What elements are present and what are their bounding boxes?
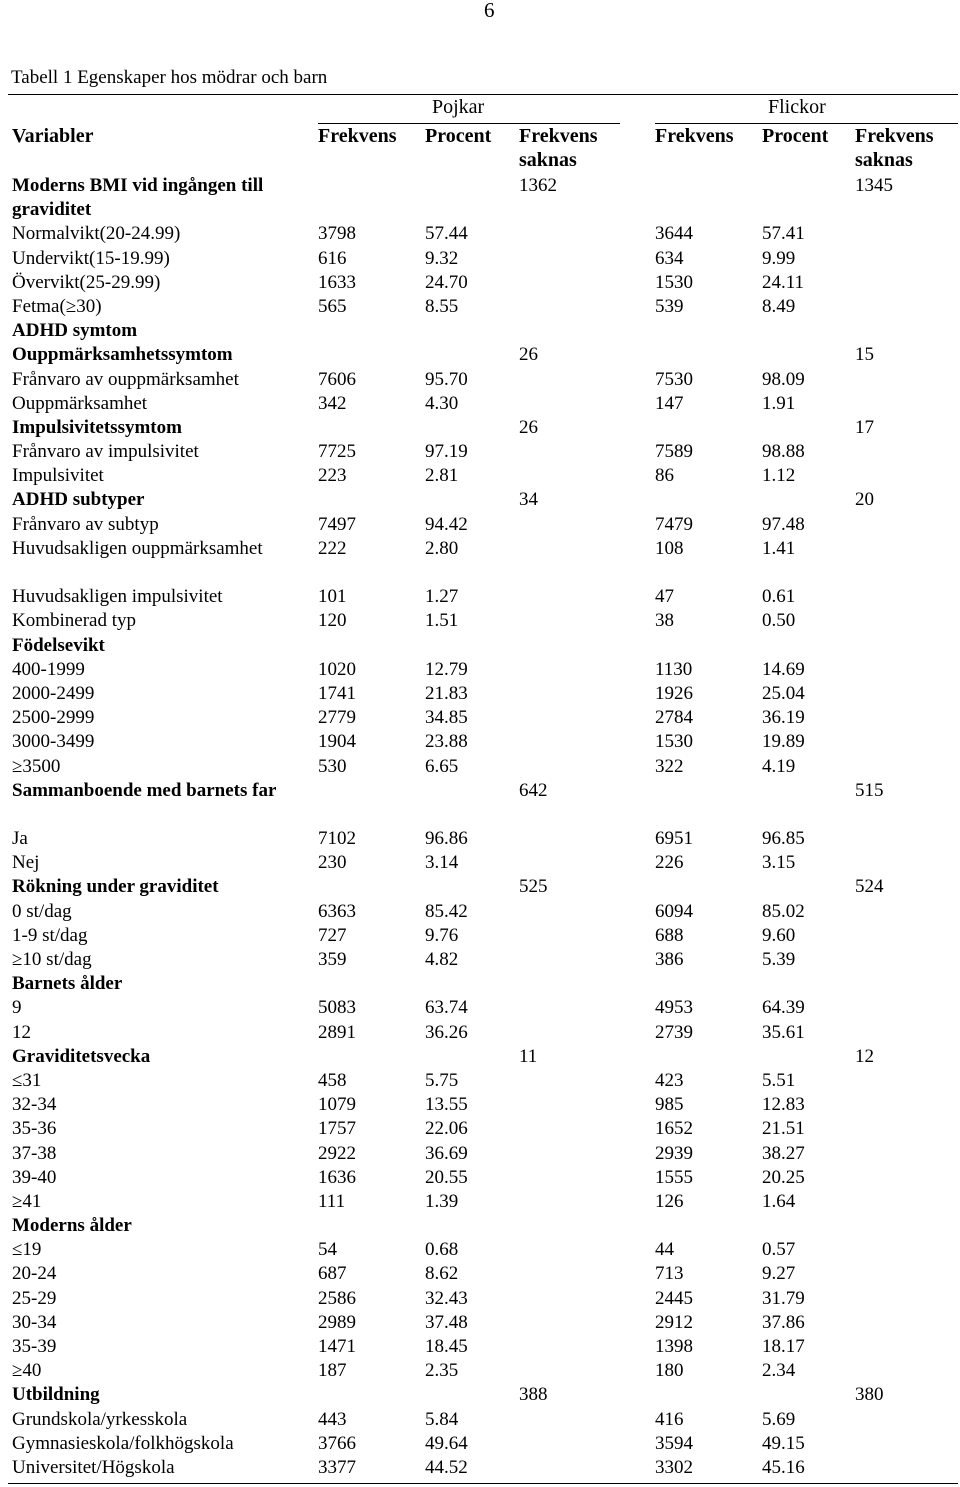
- table-row: [12, 924, 958, 948]
- boys-frequency-cell: 727: [318, 924, 347, 946]
- boys-percent-cell: 4.30: [425, 392, 459, 414]
- girls-missing-cell: 20: [855, 489, 874, 511]
- row-label: ADHD symtom: [12, 320, 138, 342]
- row-label: Övervikt(25-29.99): [12, 271, 161, 293]
- girls-percent-cell: 8.49: [762, 295, 796, 317]
- boys-frequency-cell: 222: [318, 537, 347, 559]
- table-row: [12, 295, 958, 319]
- boys-percent-cell: 36.69: [425, 1142, 468, 1164]
- boys-percent-cell: 2.35: [425, 1360, 459, 1382]
- girls-missing-cell: 1345: [855, 175, 893, 196]
- column-header-girls-frequency: Frekvens: [655, 125, 734, 147]
- girls-percent-cell: 9.27: [762, 1263, 796, 1285]
- boys-missing-cell: 26: [519, 416, 538, 438]
- girls-percent-cell: 9.60: [762, 924, 796, 946]
- row-label: 35-39: [12, 1336, 57, 1358]
- girls-percent-cell: 96.85: [762, 828, 805, 850]
- row-label: Graviditetsvecka: [12, 1045, 151, 1067]
- table-row: [12, 827, 958, 851]
- boys-percent-cell: 24.70: [425, 271, 468, 293]
- table-row: [12, 730, 958, 754]
- girls-missing-cell: 524: [855, 876, 884, 898]
- row-label: 30-34: [12, 1311, 57, 1333]
- girls-missing-cell: 12: [855, 1045, 874, 1067]
- girls-frequency-cell: 2784: [655, 707, 693, 729]
- girls-frequency-cell: 386: [655, 949, 684, 971]
- boys-frequency-cell: 187: [318, 1360, 347, 1382]
- boys-frequency-cell: 1471: [318, 1336, 356, 1358]
- boys-percent-cell: 94.42: [425, 513, 468, 535]
- row-label: ≥41: [12, 1190, 42, 1212]
- boys-percent-cell: 9.76: [425, 924, 459, 946]
- column-header-boys-missing: Frekvens saknas: [519, 125, 598, 171]
- row-label: Moderns BMI vid ingången till graviditet: [12, 175, 264, 221]
- table-row: [12, 1117, 958, 1141]
- row-label: Huvudsakligen ouppmärksamhet: [12, 537, 263, 559]
- boys-frequency-cell: 1757: [318, 1118, 356, 1140]
- table-row: [12, 948, 958, 972]
- boys-percent-cell: 85.42: [425, 900, 468, 922]
- girls-frequency-cell: 6951: [655, 828, 693, 850]
- table-row: [12, 609, 958, 633]
- girls-percent-cell: 14.69: [762, 658, 805, 680]
- boys-frequency-cell: 54: [318, 1239, 337, 1261]
- boys-percent-cell: 2.80: [425, 537, 459, 559]
- boys-frequency-cell: 458: [318, 1069, 347, 1091]
- row-label: Nej: [12, 852, 40, 874]
- girls-missing-cell: 515: [855, 779, 884, 801]
- girls-frequency-cell: 539: [655, 295, 684, 317]
- boys-frequency-cell: 230: [318, 852, 347, 874]
- boys-frequency-cell: 2891: [318, 1021, 356, 1043]
- girls-frequency-cell: 3644: [655, 223, 693, 245]
- boys-frequency-cell: 1020: [318, 658, 356, 680]
- girls-frequency-cell: 2445: [655, 1287, 693, 1309]
- row-label: Undervikt(15-19.99): [12, 247, 170, 269]
- girls-missing-cell: 17: [855, 416, 874, 438]
- girls-percent-cell: 0.61: [762, 586, 796, 608]
- boys-percent-cell: 21.83: [425, 682, 468, 704]
- boys-percent-cell: 13.55: [425, 1094, 468, 1116]
- girls-percent-cell: 19.89: [762, 731, 805, 753]
- row-label: Ouppmärksamhet: [12, 392, 148, 414]
- girls-frequency-cell: 713: [655, 1263, 684, 1285]
- girls-percent-cell: 1.91: [762, 392, 796, 414]
- girls-frequency-cell: 1926: [655, 682, 693, 704]
- table-row: [12, 1359, 958, 1383]
- boys-frequency-cell: 2779: [318, 707, 356, 729]
- girls-percent-cell: 9.99: [762, 247, 796, 269]
- girls-frequency-cell: 1530: [655, 271, 693, 293]
- girls-percent-cell: 21.51: [762, 1118, 805, 1140]
- boys-frequency-cell: 7606: [318, 368, 356, 390]
- table-row: [12, 271, 958, 295]
- boys-frequency-cell: 687: [318, 1263, 347, 1285]
- girls-missing-cell: 380: [855, 1384, 884, 1406]
- row-label: ≤31: [12, 1069, 42, 1091]
- boys-percent-cell: 22.06: [425, 1118, 468, 1140]
- boys-percent-cell: 18.45: [425, 1336, 468, 1358]
- table-row: [12, 319, 958, 343]
- boys-frequency-cell: 616: [318, 247, 347, 269]
- table-body: [12, 174, 958, 1480]
- girls-frequency-cell: 2939: [655, 1142, 693, 1164]
- table-row: [12, 1093, 958, 1117]
- girls-percent-cell: 97.48: [762, 513, 805, 535]
- girls-percent-cell: 49.15: [762, 1432, 805, 1454]
- row-label: Födelsevikt: [12, 634, 105, 656]
- table-row: [12, 875, 958, 899]
- table-row: [12, 1166, 958, 1190]
- table-caption: Tabell 1 Egenskaper hos mödrar och barn: [11, 67, 328, 88]
- boys-percent-cell: 8.62: [425, 1263, 459, 1285]
- row-label: 35-36: [12, 1118, 57, 1140]
- girls-frequency-cell: 2739: [655, 1021, 693, 1043]
- table-row: [12, 247, 958, 271]
- boys-percent-cell: 63.74: [425, 997, 468, 1019]
- girls-frequency-cell: 634: [655, 247, 684, 269]
- boys-percent-cell: 1.51: [425, 610, 459, 632]
- row-label: ≥40: [12, 1360, 42, 1382]
- boys-percent-cell: 20.55: [425, 1166, 468, 1188]
- table-row: [12, 1021, 958, 1045]
- table-row: [12, 1311, 958, 1335]
- girls-percent-cell: 1.41: [762, 537, 796, 559]
- row-label: 2500-2999: [12, 707, 95, 729]
- girls-percent-cell: 35.61: [762, 1021, 805, 1043]
- boys-percent-cell: 5.84: [425, 1408, 459, 1430]
- boys-percent-cell: 32.43: [425, 1287, 468, 1309]
- girls-frequency-cell: 1130: [655, 658, 693, 680]
- boys-percent-cell: 57.44: [425, 223, 468, 245]
- girls-frequency-cell: 985: [655, 1094, 684, 1116]
- row-label: 12: [12, 1021, 31, 1043]
- table-row: [12, 1383, 958, 1407]
- boys-frequency-cell: 2989: [318, 1311, 356, 1333]
- row-label: ≥3500: [12, 755, 61, 777]
- boys-frequency-cell: 3798: [318, 223, 356, 245]
- girls-percent-cell: 57.41: [762, 223, 805, 245]
- column-header-girls-percent: Procent: [762, 125, 829, 147]
- table-row: [12, 392, 958, 416]
- row-label: Rökning under graviditet: [12, 876, 219, 898]
- table-row: [12, 851, 958, 875]
- row-label: Impulsivitetssymtom: [12, 416, 182, 438]
- boys-frequency-cell: 7725: [318, 441, 356, 463]
- boys-frequency-cell: 1636: [318, 1166, 356, 1188]
- row-label: 39-40: [12, 1166, 57, 1188]
- column-header-boys-percent: Procent: [425, 125, 492, 147]
- table-row: [12, 416, 958, 440]
- boys-frequency-cell: 111: [318, 1190, 346, 1212]
- boys-frequency-cell: 7497: [318, 513, 356, 535]
- boys-frequency-cell: 101: [318, 586, 347, 608]
- row-label: 400-1999: [12, 658, 85, 680]
- girls-percent-cell: 38.27: [762, 1142, 805, 1164]
- table-row: [12, 1069, 958, 1093]
- girls-percent-cell: 31.79: [762, 1287, 805, 1309]
- row-label: Universitet/Högskola: [12, 1456, 175, 1478]
- table-row: [12, 1142, 958, 1166]
- boys-frequency-cell: 359: [318, 949, 347, 971]
- boys-missing-cell: 642: [519, 779, 548, 801]
- girls-frequency-cell: 47: [655, 586, 674, 608]
- table-row: [12, 1432, 958, 1456]
- boys-frequency-cell: 530: [318, 755, 347, 777]
- girls-percent-cell: 5.69: [762, 1408, 796, 1430]
- row-label: Barnets ålder: [12, 973, 123, 995]
- column-header-boys-frequency: Frekvens: [318, 125, 397, 147]
- boys-frequency-cell: 223: [318, 465, 347, 487]
- table-row: [12, 222, 958, 246]
- girls-percent-cell: 5.51: [762, 1069, 796, 1091]
- boys-percent-cell: 36.26: [425, 1021, 468, 1043]
- girls-percent-cell: 18.17: [762, 1336, 805, 1358]
- girls-frequency-cell: 44: [655, 1239, 674, 1261]
- boys-frequency-cell: 3377: [318, 1456, 356, 1478]
- girls-frequency-cell: 1398: [655, 1336, 693, 1358]
- girls-frequency-cell: 147: [655, 392, 684, 414]
- boys-percent-cell: 12.79: [425, 658, 468, 680]
- row-label: Frånvaro av subtyp: [12, 513, 159, 535]
- boys-missing-cell: 26: [519, 344, 538, 366]
- boys-percent-cell: 5.75: [425, 1069, 459, 1091]
- girls-percent-cell: 37.86: [762, 1311, 805, 1333]
- table-row: [12, 1238, 958, 1262]
- girls-percent-cell: 1.12: [762, 465, 796, 487]
- row-label: 32-34: [12, 1094, 57, 1116]
- girls-percent-cell: 98.88: [762, 441, 805, 463]
- boys-percent-cell: 44.52: [425, 1456, 468, 1478]
- row-label: Normalvikt(20-24.99): [12, 223, 181, 245]
- boys-percent-cell: 97.19: [425, 441, 468, 463]
- row-label: 20-24: [12, 1263, 57, 1285]
- column-header-variable: Variabler: [12, 125, 94, 147]
- row-label: Fetma(≥30): [12, 295, 102, 317]
- group-header-girls: Flickor: [768, 96, 826, 118]
- girls-frequency-cell: 108: [655, 537, 684, 559]
- girls-frequency-cell: 3594: [655, 1432, 693, 1454]
- row-label: Sammanboende med barnets far: [12, 779, 277, 801]
- table-bottom-rule: [8, 1483, 958, 1484]
- row-label: Gymnasieskola/folkhögskola: [12, 1432, 234, 1454]
- row-label: 3000-3499: [12, 731, 95, 753]
- girls-percent-cell: 1.64: [762, 1190, 796, 1212]
- girls-percent-cell: 45.16: [762, 1456, 805, 1478]
- girls-frequency-cell: 1555: [655, 1166, 693, 1188]
- boys-percent-cell: 34.85: [425, 707, 468, 729]
- row-label: 2000-2499: [12, 682, 95, 704]
- table-row: [12, 682, 958, 706]
- boys-percent-cell: 37.48: [425, 1311, 468, 1333]
- girls-frequency-cell: 423: [655, 1069, 684, 1091]
- girls-frequency-cell: 416: [655, 1408, 684, 1430]
- table-row: [12, 706, 958, 730]
- boys-percent-cell: 95.70: [425, 368, 468, 390]
- boys-frequency-cell: 342: [318, 392, 347, 414]
- girls-percent-cell: 5.39: [762, 949, 796, 971]
- girls-frequency-cell: 226: [655, 852, 684, 874]
- row-label: ≥10 st/dag: [12, 949, 92, 971]
- girls-frequency-cell: 322: [655, 755, 684, 777]
- row-label: Utbildning: [12, 1384, 100, 1406]
- table-row: [12, 755, 958, 779]
- girls-frequency-cell: 86: [655, 465, 674, 487]
- boys-frequency-cell: 2922: [318, 1142, 356, 1164]
- boys-frequency-cell: 1633: [318, 271, 356, 293]
- page-number: 6: [484, 0, 495, 22]
- boys-percent-cell: 3.14: [425, 852, 459, 874]
- girls-percent-cell: 0.57: [762, 1239, 796, 1261]
- table-row: [12, 1456, 958, 1480]
- table-row: [12, 658, 958, 682]
- boys-frequency-cell: 565: [318, 295, 347, 317]
- table-row: [12, 996, 958, 1020]
- boys-missing-cell: 1362: [519, 175, 557, 196]
- girls-frequency-cell: 6094: [655, 900, 693, 922]
- table-row: [12, 1045, 958, 1069]
- group-header-boys: Pojkar: [432, 96, 485, 118]
- table-row: [12, 1335, 958, 1359]
- row-label: Ja: [12, 828, 28, 850]
- girls-percent-cell: 0.50: [762, 610, 796, 632]
- row-label: 9: [12, 997, 22, 1019]
- table-row: [12, 1408, 958, 1432]
- table-row: [12, 585, 958, 609]
- row-label: Huvudsakligen impulsivitet: [12, 586, 223, 608]
- boys-frequency-cell: 2586: [318, 1287, 356, 1309]
- girls-percent-cell: 3.15: [762, 852, 796, 874]
- girls-frequency-cell: 688: [655, 924, 684, 946]
- table-top-rule: [8, 94, 958, 95]
- girls-percent-cell: 4.19: [762, 755, 796, 777]
- girls-frequency-cell: 7479: [655, 513, 693, 535]
- row-label: 25-29: [12, 1287, 57, 1309]
- row-label: 1-9 st/dag: [12, 924, 88, 946]
- table-row: [12, 537, 958, 585]
- column-header-girls-missing: Frekvens saknas: [855, 125, 934, 171]
- boys-percent-cell: 49.64: [425, 1432, 468, 1454]
- boys-frequency-cell: 1904: [318, 731, 356, 753]
- girls-frequency-cell: 1530: [655, 731, 693, 753]
- girls-frequency-cell: 1652: [655, 1118, 693, 1140]
- row-label: Frånvaro av ouppmärksamhet: [12, 368, 239, 390]
- boys-frequency-cell: 1079: [318, 1094, 356, 1116]
- table-row: [12, 174, 958, 222]
- boys-missing-cell: 34: [519, 489, 538, 511]
- table-row: [12, 343, 958, 367]
- girls-missing-cell: 15: [855, 344, 874, 366]
- boys-percent-cell: 8.55: [425, 295, 459, 317]
- boys-missing-cell: 525: [519, 876, 548, 898]
- girls-percent-cell: 25.04: [762, 682, 805, 704]
- girls-percent-cell: 12.83: [762, 1094, 805, 1116]
- row-label: 0 st/dag: [12, 900, 72, 922]
- girls-percent-cell: 36.19: [762, 707, 805, 729]
- boys-frequency-cell: 3766: [318, 1432, 356, 1454]
- boys-percent-cell: 23.88: [425, 731, 468, 753]
- girls-percent-cell: 24.11: [762, 271, 805, 293]
- girls-percent-cell: 98.09: [762, 368, 805, 390]
- row-label: ≤19: [12, 1239, 42, 1261]
- table-row: [12, 1287, 958, 1311]
- girls-percent-cell: 2.34: [762, 1360, 796, 1382]
- boys-percent-cell: 96.86: [425, 828, 468, 850]
- row-label: Ouppmärksamhetssymtom: [12, 344, 233, 366]
- boys-frequency-cell: 443: [318, 1408, 347, 1430]
- row-label: Kombinerad typ: [12, 610, 137, 632]
- boys-frequency-cell: 7102: [318, 828, 356, 850]
- boys-missing-cell: 388: [519, 1384, 548, 1406]
- row-label: Grundskola/yrkesskola: [12, 1408, 188, 1430]
- boys-percent-cell: 6.65: [425, 755, 459, 777]
- boys-percent-cell: 1.39: [425, 1190, 459, 1212]
- row-label: 37-38: [12, 1142, 57, 1164]
- table-row: [12, 1214, 958, 1238]
- table-row: [12, 972, 958, 996]
- table-row: [12, 900, 958, 924]
- girls-percent-cell: 85.02: [762, 900, 805, 922]
- girls-frequency-cell: 2912: [655, 1311, 693, 1333]
- row-label: Impulsivitet: [12, 465, 104, 487]
- table-row: [12, 779, 958, 827]
- boys-percent-cell: 4.82: [425, 949, 459, 971]
- boys-frequency-cell: 5083: [318, 997, 356, 1019]
- row-label: Frånvaro av impulsivitet: [12, 441, 199, 463]
- boys-percent-cell: 1.27: [425, 586, 459, 608]
- girls-frequency-cell: 180: [655, 1360, 684, 1382]
- girls-frequency-cell: 3302: [655, 1456, 693, 1478]
- girls-frequency-cell: 126: [655, 1190, 684, 1212]
- girls-percent-cell: 64.39: [762, 997, 805, 1019]
- table-row: [12, 464, 958, 488]
- boys-percent-cell: 0.68: [425, 1239, 459, 1261]
- boys-percent-cell: 9.32: [425, 247, 459, 269]
- boys-frequency-cell: 6363: [318, 900, 356, 922]
- table-row: [12, 1262, 958, 1286]
- girls-frequency-cell: 4953: [655, 997, 693, 1019]
- row-label: Moderns ålder: [12, 1215, 132, 1237]
- girls-frequency-cell: 7530: [655, 368, 693, 390]
- table-row: [12, 1190, 958, 1214]
- girls-frequency-cell: 38: [655, 610, 674, 632]
- table-row: [12, 634, 958, 658]
- girls-frequency-cell: 7589: [655, 441, 693, 463]
- boys-frequency-cell: 1741: [318, 682, 356, 704]
- boys-percent-cell: 2.81: [425, 465, 459, 487]
- row-label: ADHD subtyper: [12, 489, 145, 511]
- boys-frequency-cell: 120: [318, 610, 347, 632]
- table-row: [12, 368, 958, 392]
- table-row: [12, 488, 958, 512]
- table-row: [12, 440, 958, 464]
- table-row: [12, 513, 958, 537]
- girls-percent-cell: 20.25: [762, 1166, 805, 1188]
- boys-missing-cell: 11: [519, 1045, 538, 1067]
